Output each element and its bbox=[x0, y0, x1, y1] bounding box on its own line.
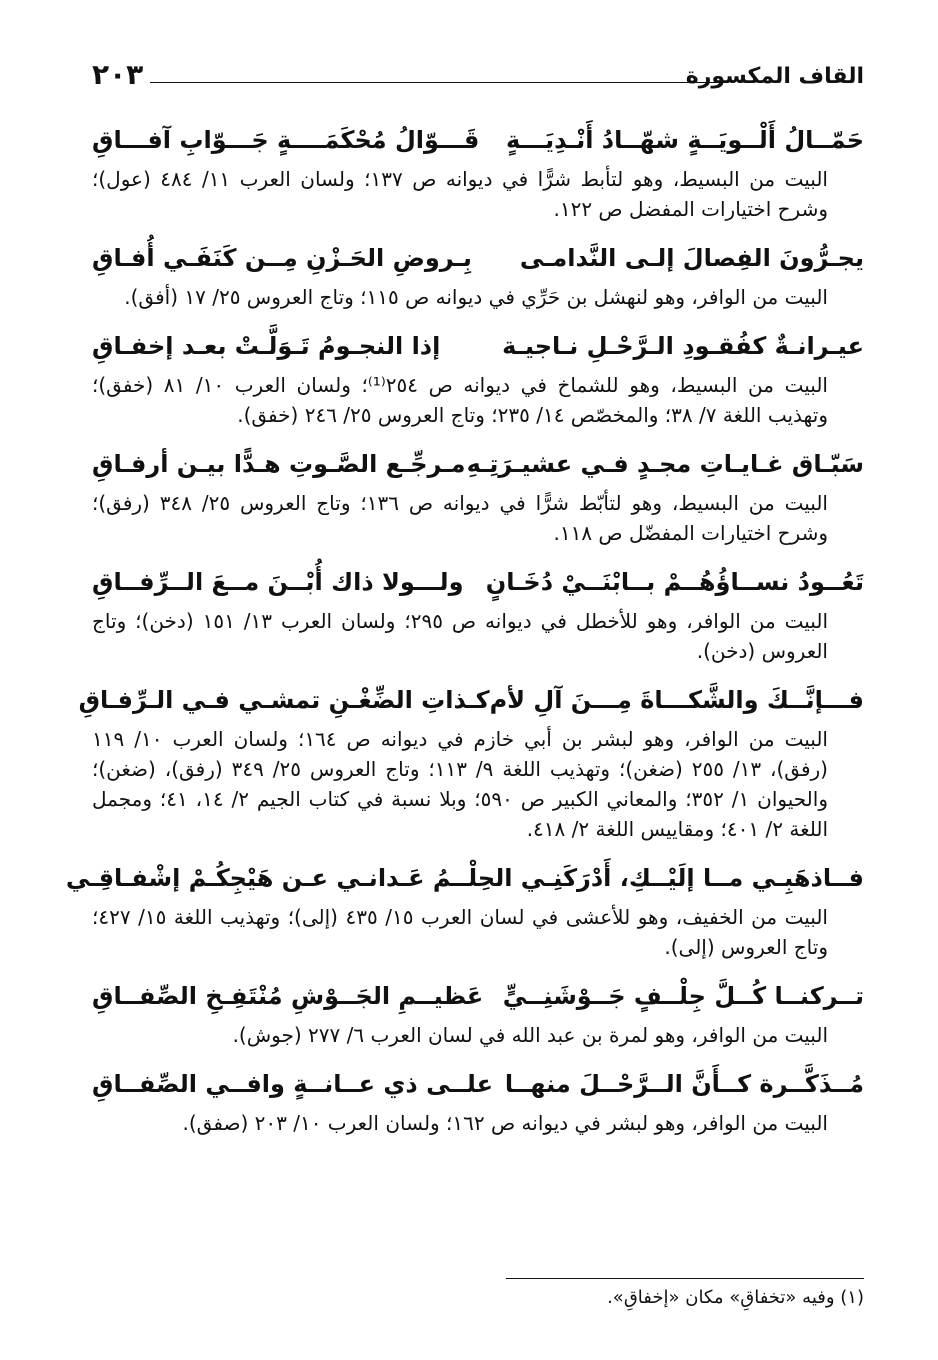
verse bbox=[92, 234, 864, 282]
verse-first-hemistich: عيـرانـةٌ كفُقـودِ الـرَّحْـلِ نـاجيـة bbox=[502, 332, 864, 360]
entry-7 bbox=[65, 854, 864, 962]
verse-first-hemistich: فــاذهَبِـي مــا إلَيْــكِ، أَدْرَكَنِـي الحِلْـ bbox=[459, 864, 864, 892]
verse-second-hemistich: إذا النجـومُ تَـوَلَّـتْ بعـد إخفـاقِ bbox=[92, 332, 441, 360]
page-number: ٢٠٣ bbox=[92, 58, 144, 91]
verse-first-hemistich: تــركنــا كُــلَّ جِلْــفٍ جَــوْشَنِــيٍّ bbox=[502, 982, 864, 1010]
entry-5 bbox=[92, 558, 864, 666]
entry-4 bbox=[92, 440, 864, 548]
footnote: (١) وفيه «تخفاقِ» مكان «إخفاقِ». bbox=[607, 1287, 864, 1308]
verse-first-hemistich: تَعُــودُ نســاؤُهُــمْ بــابْنَــيْ دُخَـانٍ bbox=[485, 568, 864, 596]
chapter-title: القاف المكسورة bbox=[685, 64, 864, 89]
verse bbox=[78, 676, 864, 724]
verse-second-hemistich: عَظيــمِ الجَــوْشِ مُنْتَفِـخِ الصِّفــاقِ bbox=[92, 982, 484, 1010]
verse-commentary: البيت من الوافر، وهو لبشر بن أبي خازم في ديوانه ص ١٦٤؛ ولسان العرب ١٠/ ١١٩ (رفق)، ١٣/ ٢٥٥ (ضغن)؛ وتهذيب اللغة ٩/ ١١٣؛ وتاج العروس ٢٥/ ٣٤٩ (رفق)، (ضغن)؛ والحيوان ١/ ٣٥٢؛ والمعاني الكبير ص ٥٩٠؛ وبلا نسبة في كتاب الجيم ٢/ ١٤، ٤١؛ ومجمل اللغة ٢/ ٤٠١؛ ومقاييس اللغة ٢/ ٤١٨. bbox=[92, 727, 828, 841]
verse-second-hemistich: بِـروضِ الحَـزْنِ مِــن كَنَفَـي أُفـاقِ bbox=[92, 244, 472, 272]
footnote-rule bbox=[506, 1278, 864, 1279]
entry-1 bbox=[92, 116, 864, 224]
entries-list bbox=[65, 116, 864, 1148]
verse bbox=[92, 558, 864, 606]
verse-commentary: البيت من البسيط، وهو لتأبط شرًّا في ديوانه ص ١٣٧؛ ولسان العرب ١١/ ٤٨٤ (عول)؛ وشرح اختيارات المفضل ص ١٢٢. bbox=[92, 167, 828, 221]
verse-first-hemistich: حَمّــالُ أَلْــويَــةٍ شهّــادُ أَنْـدِيَـــةٍ bbox=[505, 126, 864, 154]
entry-6 bbox=[78, 676, 864, 844]
verse-commentary: البيت من الوافر، وهو للأخطل في ديوانه ص ٢٩٥؛ ولسان العرب ١٣/ ١٥١ (دخن)؛ وتاج العروس (دخن). bbox=[92, 609, 828, 663]
verse-commentary: البيت من الخفيف، وهو للأعشى في لسان العرب ١٥/ ٤٣٥ (إلى)؛ وتهذيب اللغة ١٥/ ٤٢٧؛ وتاج العروس (إلى). bbox=[92, 905, 828, 959]
verse-first-hemistich: فـــإنَّــكَ والشَّكـــاةَ مِـــنَ آلِ لأم bbox=[489, 686, 864, 714]
verse bbox=[92, 440, 864, 488]
verse-commentary: البيت من البسيط، وهو لتأبّط شرًّا في ديوانه ص ١٣٦؛ وتاج العروس ٢٥/ ٣٤٨ (رفق)؛ وشرح اختيارات المفضّل ص ١١٨. bbox=[92, 491, 828, 545]
verse bbox=[92, 972, 864, 1020]
header-rule bbox=[150, 82, 728, 83]
entry-9 bbox=[92, 1060, 864, 1138]
entry-2 bbox=[92, 234, 864, 312]
verse bbox=[92, 116, 864, 164]
verse bbox=[65, 854, 864, 902]
verse-second-hemistich: ولـــولا ذاك أُبْــنَ مــعَ الــرِّفــاقِ bbox=[92, 568, 464, 596]
entry-8 bbox=[92, 972, 864, 1050]
verse-first-hemistich: سَبّـاق غـايـاتِ مجـدٍ فـي عشيـرَتِـهِ bbox=[466, 450, 864, 478]
verse-commentary: البيت من الوافر، وهو لمرة بن عبد الله في لسان العرب ٦/ ٢٧٧ (جوش). bbox=[232, 1023, 828, 1047]
verse-commentary: البيت من البسيط، وهو للشماخ في ديوانه ص ٢٥٤⁽¹⁾؛ ولسان العرب ١٠/ ٨١ (خفق)؛ وتهذيب اللغة ٧/ ٣٨؛ والمخصّص ١٤/ ٢٣٥؛ وتاج العروس ٢٥/ ٢٤٦ (خفق). bbox=[92, 373, 828, 427]
verse-first-hemistich: يجـرُّونَ الفِصالَ إلـى النَّدامـى bbox=[519, 244, 864, 272]
verse-second-hemistich: قَـــوّالُ مُحْكَمَــــةٍ جَـــوّابِ آفـــاقِ bbox=[92, 126, 480, 154]
page-header bbox=[92, 58, 864, 98]
verse bbox=[92, 322, 864, 370]
verse-second-hemistich: علــى ذي عــانــةٍ وافــي الصِّفــاقِ bbox=[92, 1070, 493, 1098]
verse bbox=[92, 1060, 864, 1108]
verse-second-hemistich: مـرجِّـع الصَّـوتِ هـدًّا بيـن أرفـاقِ bbox=[92, 450, 466, 478]
verse-commentary: البيت من الوافر، وهو لنهشل بن حَرِّي في ديوانه ص ١١٥؛ وتاج العروس ٢٥/ ١٧ (أفق). bbox=[124, 285, 828, 309]
verse-second-hemistich: ـمُ عَـدانـي عـن هَيْجِكُـمْ إشْفـاقِـي bbox=[65, 864, 460, 892]
verse-second-hemistich: كـذاتِ الضِّغْـنِ تمشـي فـي الـرِّفـاقِ bbox=[78, 686, 490, 714]
verse-commentary: البيت من الوافر، وهو لبشر في ديوانه ص ١٦٢؛ ولسان العرب ١٠/ ٢٠٣ (صفق). bbox=[182, 1111, 828, 1135]
entry-3 bbox=[92, 322, 864, 430]
verse-first-hemistich: مُــذَكَّــرة كــأَنَّ الــرَّحْــلَ منهــا bbox=[504, 1070, 864, 1098]
